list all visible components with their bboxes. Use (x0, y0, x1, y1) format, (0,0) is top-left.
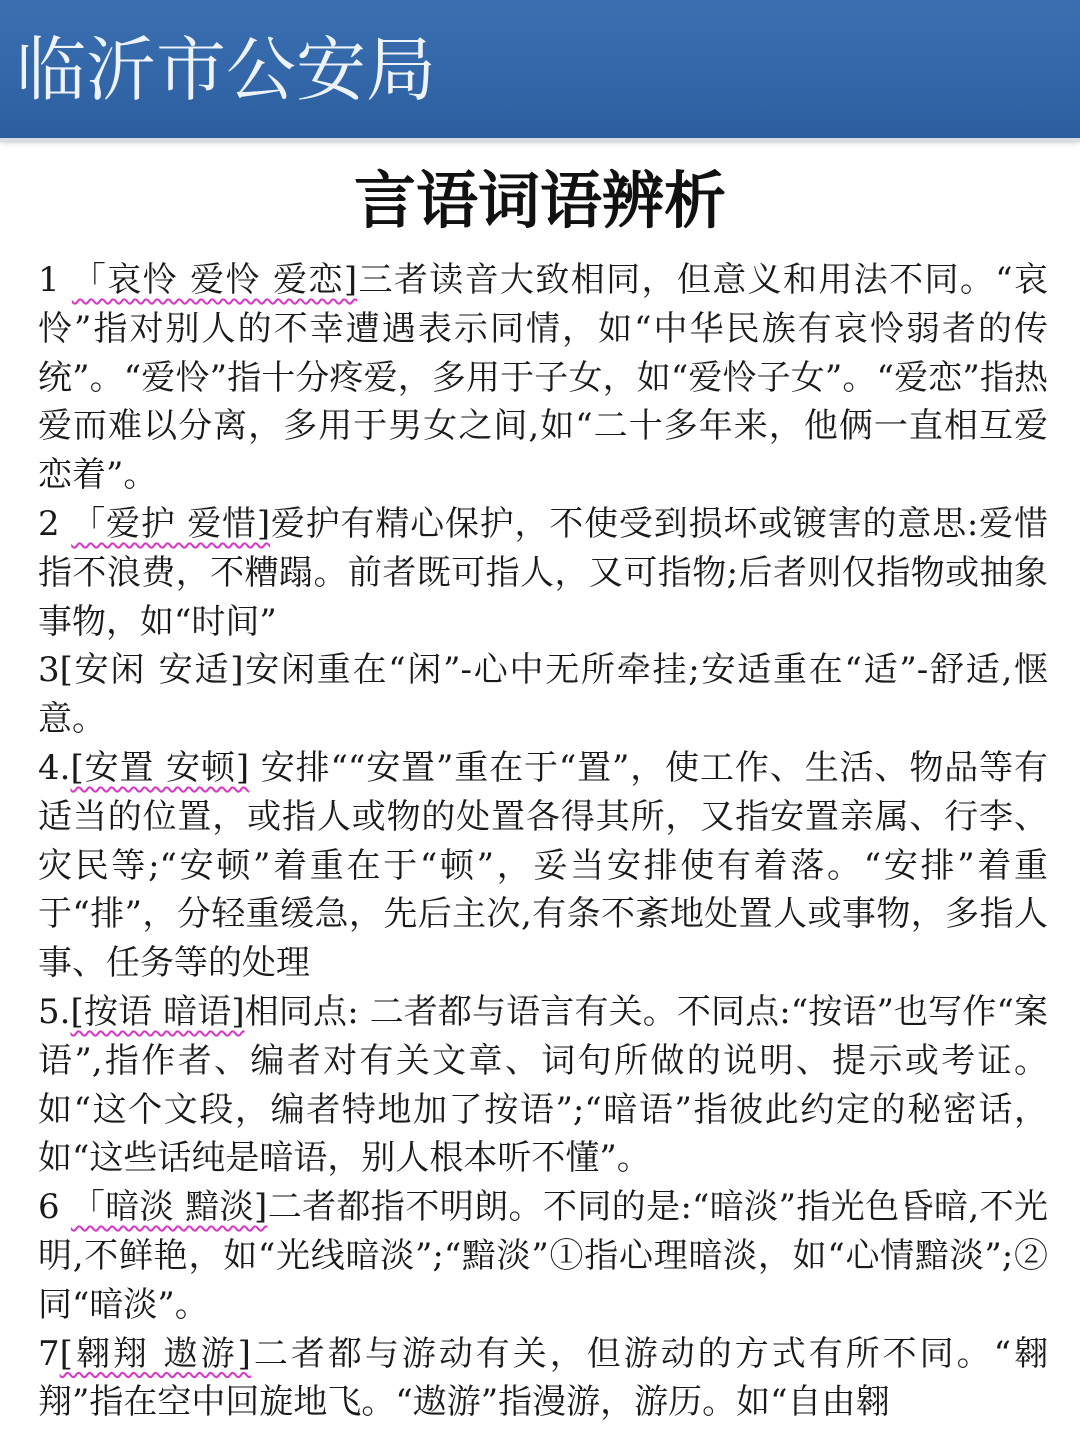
entry-2 (38, 500, 1048, 646)
entry-term: [安闲 安适] (59, 650, 244, 691)
header-divider (0, 138, 1080, 142)
entry-text: 相同点: 二者都与语言有关。不同点:“按语”也写作“案语”,指作者、编者对有关文章、词句所做的说明、提示或考证。如“这个文段，编者特地加了按语”;“暗语”指彼此约定的秘密话，如“这些话纯是暗语，别人根本听不懂”。 (38, 991, 1048, 1179)
entry-6 (38, 1183, 1048, 1329)
entry-text: 二者都指不明朗。不同的是:“暗淡”指光色昏暗,不光明,不鲜艳，如“光线暗淡”;“黯淡”①指心理暗淡，如“心情黯淡”;②同“暗淡”。 (38, 1187, 1048, 1325)
entry-number: 2 (38, 503, 72, 544)
entry-4 (38, 744, 1048, 988)
organization-name: 临沂市公安局 (16, 29, 436, 111)
header-banner (0, 0, 1080, 138)
entry-text: 安闲重在“闲”-心中无所牵挂;安适重在“适”-舒适,惬意。 (38, 650, 1048, 740)
entry-text: 安排““安置”重在于“置”，使工作、生活、物品等有适当的位置，或指人或物的处置各得其所，又指安置亲属、行李、灾民等;“安顿”着重在于“顿”，妥当安排使有着落。“安排”着重于“排”，分轻重缓急，先后主次,有条不紊地处置人或事物，多指人事、任务等的处理 (38, 747, 1048, 984)
entry-term: 「爱护 爱惜] (71, 503, 271, 544)
entry-7 (38, 1330, 1048, 1428)
entry-term: 「暗淡 黯淡] (70, 1187, 268, 1228)
entry-term: 「哀怜 爱怜 爱恋] (71, 260, 358, 300)
entry-3 (38, 646, 1048, 744)
entry-text: 三者读音大致相同，但意义和用法不同。“哀怜”指对别人的不幸遭遇表示同情，如“中华民族有哀怜弱者的传统”。“爱怜”指十分疼爱，多用于子女，如“爱怜子女”。“爱恋”指热爱而难以分离，多用于男女之间,如“二十多年来，他俩一直相互爱恋着”。 (38, 260, 1048, 496)
entry-number: 7 (38, 1333, 60, 1374)
entry-5 (38, 988, 1048, 1183)
entry-number: 1 (38, 260, 72, 300)
document-title: 言语词语辨析 (353, 164, 726, 237)
entry-1 (38, 256, 1048, 500)
entry-number: 5. (38, 991, 71, 1032)
document-body (38, 256, 1048, 1427)
entry-number: 4. (38, 747, 71, 788)
entry-term: [按语 暗语] (70, 991, 245, 1032)
entry-term: [安置 安顿] (70, 747, 250, 788)
entry-number: 3 (38, 650, 60, 691)
entry-number: 6 (38, 1187, 71, 1228)
entry-term: [翱翔 遨游] (59, 1333, 251, 1374)
entry-text: 二者都与游动有关，但游动的方式有所不同。“翱翔”指在空中回旋地飞。“遨游”指漫游，游历。如“自由翱 (38, 1333, 1048, 1423)
entry-text: 爱护有精心保护，不使受到损坏或镀害的意思:爱惜指不浪费，不糟蹋。前者既可指人，又可指物;后者则仅指物或抽象事物，如“时间” (38, 503, 1048, 642)
